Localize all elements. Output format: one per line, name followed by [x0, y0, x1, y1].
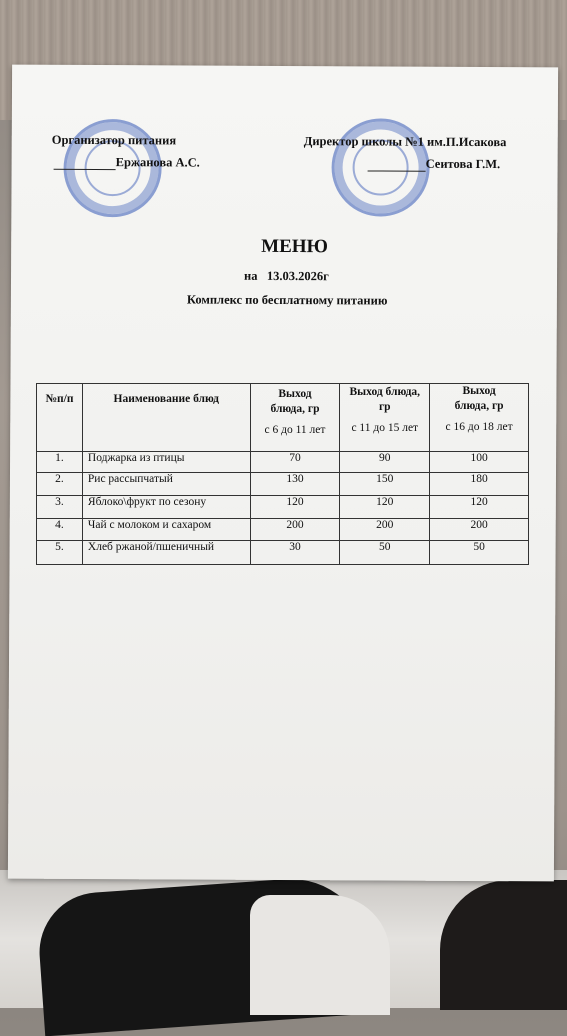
portion-16-18: 180 [430, 473, 529, 496]
header-name: Наименование блюд [82, 384, 250, 452]
table-row [37, 541, 529, 565]
director-role: Директор школы №1 им.П.Исакова [303, 134, 507, 150]
dish-name: Рис рассыпчатый [82, 473, 250, 496]
portion-16-18: 120 [430, 496, 529, 519]
document-title: МЕНЮ [261, 235, 329, 258]
row-num: 2. [37, 473, 83, 496]
dish-name: Чай с молоком и сахаром [82, 519, 250, 541]
portion-11-15: 50 [340, 541, 430, 565]
portion-6-11: 120 [250, 496, 340, 519]
portion-16-18: 200 [430, 519, 529, 541]
dish-name: Хлеб ржаной/пшеничный [82, 541, 250, 565]
table-header-row [37, 384, 529, 452]
portion-11-15: 120 [340, 496, 430, 519]
sneaker-photo [250, 895, 390, 1015]
header-col-6-11: Выход блюда, гр с 6 до 11 лет [250, 384, 340, 452]
director-name: Сеитова Г.М. [425, 156, 501, 172]
portion-6-11: 200 [250, 519, 340, 541]
table-row [37, 519, 529, 541]
row-num: 4. [37, 519, 83, 541]
header-col-16-18: Выход блюда, гр с 16 до 18 лет [430, 384, 529, 452]
portion-6-11: 70 [250, 452, 340, 473]
menu-date: на 13.03.2026г [243, 268, 329, 284]
portion-11-15: 90 [340, 452, 430, 473]
portion-6-11: 130 [250, 473, 340, 496]
menu-subtitle: Комплекс по бесплатному питанию [186, 292, 388, 308]
menu-table [36, 383, 529, 565]
table-row [37, 496, 529, 519]
organizer-role: Организатор питания [51, 132, 177, 148]
portion-6-11: 30 [250, 541, 340, 565]
row-num: 3. [37, 496, 83, 519]
right-stamp [331, 118, 430, 217]
header-col-11-15: Выход блюда, гр с 11 до 15 лет [340, 384, 430, 452]
portion-11-15: 150 [340, 473, 430, 496]
header-num: №п/п [37, 384, 83, 452]
row-num: 1. [37, 452, 83, 473]
dish-name: Поджарка из птицы [82, 452, 250, 473]
table-row [37, 473, 529, 496]
table-row [37, 452, 529, 473]
row-num: 5. [37, 541, 83, 565]
portion-16-18: 50 [430, 541, 529, 565]
organizer-name: Ержанова А.С. [115, 155, 200, 170]
portion-16-18: 100 [430, 452, 529, 473]
dish-name: Яблоко\фрукт по сезону [82, 496, 250, 519]
portion-11-15: 200 [340, 519, 430, 541]
